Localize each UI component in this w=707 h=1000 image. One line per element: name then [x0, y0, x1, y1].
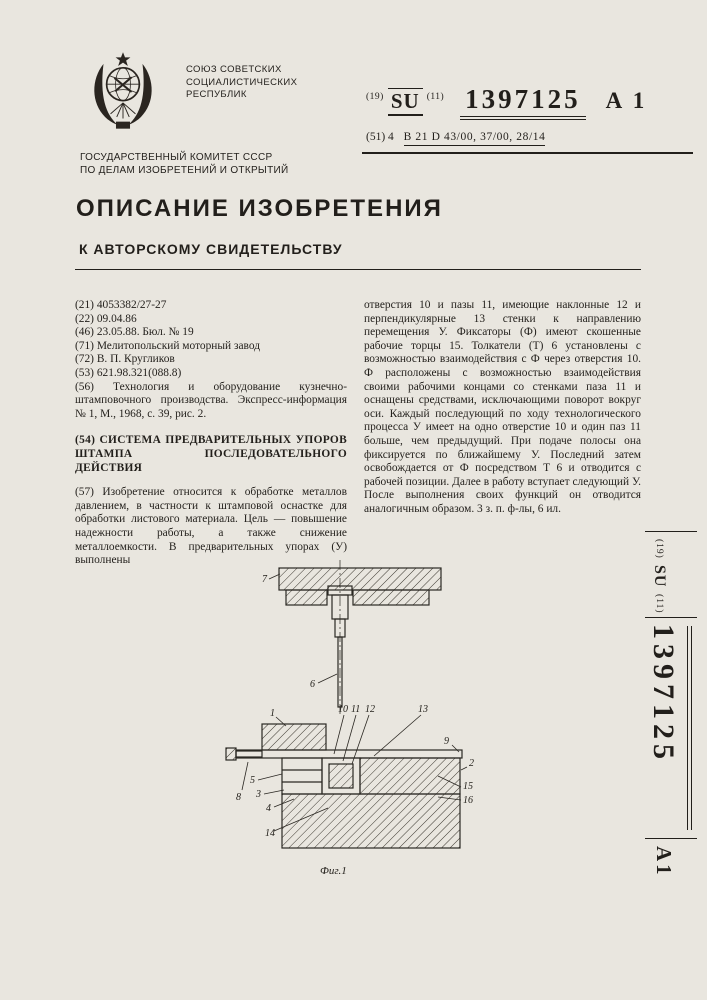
figure-label: 16	[463, 795, 473, 806]
figure-label: 11	[351, 704, 361, 715]
figure-label: 6	[310, 679, 315, 690]
figure-label: 1	[270, 708, 275, 719]
publication-number: 1397125	[460, 84, 586, 120]
biblio-22: (22) 09.04.86	[75, 312, 137, 325]
figure-label: 2	[469, 758, 474, 769]
abstract-right: отверстия 10 и пазы 11, имеющие наклонные 12 и перпендикулярные 13 стенки к направлению перемещения У. Фиксаторы (Ф) имеют скошенные рабочие торцы 15. Толкатели (Т) 6 установлены с возможностью взаимодействия с Ф через отверстия 10. Ф расположены с возможностью взаимодействия своими рабочими концами со стенками паза 11 и оснащены средствами, исключающими поворот вокруг оси. Каждый последующий по ходу технологического процесса У имеет на одно отверстие 10 и один паз 11 больше, чем предыдущий. При подаче полосы она фиксируется по ближайшему У. Последний затем освобождается от Ф посредством Т 6 и отводится с рабочей позиции. Далее в работу вступает следующий У. После выполнения своих функций он отводится аналогичным образом. 3 з. п. ф-лы, 6 ил.	[364, 299, 641, 515]
inid-code-19: (19)	[366, 92, 384, 102]
figure-label: 3	[256, 789, 261, 800]
biblio-72: (72) В. П. Кругликов	[75, 353, 175, 366]
union-name: СОЮЗ СОВЕТСКИХ СОЦИАЛИСТИЧЕСКИХ РЕСПУБЛИК	[186, 64, 298, 100]
biblio-46: (46) 23.05.88. Бюл. № 19	[75, 326, 194, 339]
committee-name: ГОСУДАРСТВЕННЫЙ КОМИТЕТ СССР ПО ДЕЛАМ ИЗОБРЕТЕНИЙ И ОТКРЫТИЙ	[80, 152, 289, 176]
figure-label: 8	[236, 792, 241, 803]
spine-kind-code: A1	[652, 846, 676, 878]
spine-underline	[687, 626, 692, 830]
spine-codes	[650, 539, 668, 614]
spine-code-11: (11)	[654, 594, 664, 614]
invention-title: (54) СИСТЕМА ПРЕДВАРИТЕЛЬНЫХ УПОРОВ ШТАМПА ПОСЛЕДОВАТЕЛЬНОГО ДЕЙСТВИЯ	[75, 434, 347, 474]
figure-label: 9	[444, 736, 449, 747]
spine-divider	[645, 838, 697, 839]
figure-1-drawing	[224, 556, 480, 886]
biblio-71: (71) Мелитопольский моторный завод	[75, 339, 260, 352]
kind-code: A 1	[605, 88, 648, 113]
country-code: SU	[388, 88, 423, 116]
spine-divider	[645, 531, 697, 532]
ipc-line	[366, 131, 545, 143]
figure-label: 13	[418, 704, 428, 715]
biblio-56: (56) Технология и оборудование кузнечно-штамповочного производства. Экспресс-информация № 1, М., 1968, с. 39, рис. 2.	[75, 380, 347, 420]
inid-code-11: (11)	[426, 92, 445, 102]
figure-label: 7	[262, 574, 267, 585]
document-subtitle: К АВТОРСКОМУ СВИДЕТЕЛЬСТВУ	[79, 241, 343, 257]
inid-code-51: (51) 4	[366, 131, 394, 143]
document-title: ОПИСАНИЕ ИЗОБРЕТЕНИЯ	[76, 195, 443, 222]
figure-label: 14	[265, 828, 275, 839]
biblio-53: (53) 621.98.321(088.8)	[75, 366, 182, 379]
figure-label: 12	[365, 704, 375, 715]
publication-line	[366, 84, 647, 120]
spine-publication-number: 1397125	[647, 624, 680, 764]
abstract-left: (57) Изобретение относится к обработке металлов давлением, в частности к штамповой оснастке для обработки листового материала. Цель — повышение надежности работы, а также снижение металлоемкости. В предварительных упорах (У) выполнены	[75, 486, 347, 567]
figure-label: 15	[463, 781, 473, 792]
title-divider	[75, 269, 641, 270]
ussr-coat-of-arms-icon	[84, 48, 162, 136]
header-divider	[362, 152, 693, 154]
ipc-classification: B 21 D 43/00, 37/00, 28/14	[404, 131, 546, 146]
spine-divider	[645, 617, 697, 618]
right-column	[364, 299, 641, 517]
spine-code-19: (19)	[654, 539, 664, 559]
figure-caption: Фиг.1	[320, 865, 347, 877]
biblio-21: (21) 4053382/27-27	[75, 299, 167, 311]
left-column	[75, 299, 347, 568]
figure-label: 10	[338, 704, 348, 715]
figure-label: 4	[266, 803, 271, 814]
figure-label: 5	[250, 775, 255, 786]
spine-country-code: SU	[651, 565, 668, 588]
